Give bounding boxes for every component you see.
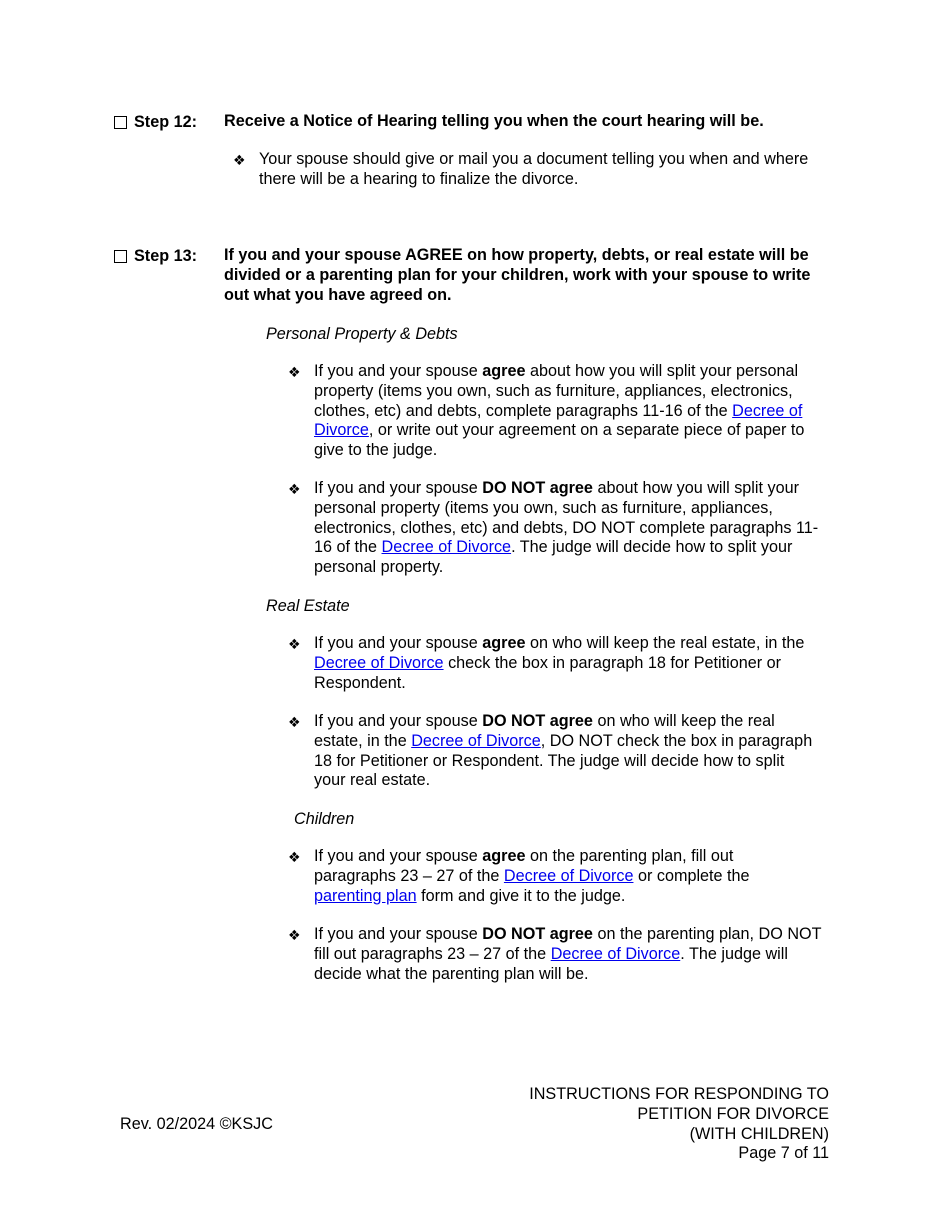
diamond-bullet-icon: ❖ [288,714,301,730]
bullet-ch-agree: If you and your spouse agree on the parenting plan, fill out paragraphs 23 – 27 of the Decree of Divorce or complete the parenting plan form and give it to the judge. [314,847,750,905]
bullet-re-disagree: If you and your spouse DO NOT agree on who will keep the real estate, in the Decree of Divorce, DO NOT check the box in paragraph 18 for Petitioner or Respondent. The judge will decide how to split your real estate. [314,712,813,790]
bullet-pp-agree: If you and your spouse agree about how you will split your personal property (items you own, such as furniture, appliances, electronics, clothes, etc) and debts, complete paragraphs 11-16 of the Decree of Divorce, or write out your agreement on a separate piece of paper to give to the judge. [314,362,805,460]
footer-line-3: (WITH CHILDREN) [689,1124,829,1143]
decree-of-divorce-link[interactable]: Decree of Divorce [314,653,444,672]
footer-line-1: INSTRUCTIONS FOR RESPONDING TO [529,1085,829,1103]
section-real-estate: Real Estate [266,597,350,615]
footer-page-number: Page 7 of 11 [738,1144,829,1163]
decree-of-divorce-link[interactable]: Decree of Divorce [411,731,541,750]
decree-of-divorce-link[interactable]: Decree of Divorce [503,866,634,885]
step-12-bullet-text: Your spouse should give or mail you a document telling you when and where there will be a hearing to finalize the divorce. [259,150,809,188]
bullet-re-agree: If you and your spouse agree on who will keep the real estate, in the Decree of Divorce check the box in paragraph 18 for Petitioner or Respondent. [314,634,805,692]
section-children: Children [294,810,355,828]
diamond-bullet-icon: ❖ [288,481,301,497]
step-13-checkbox[interactable] [114,250,127,263]
parenting-plan-link[interactable]: parenting plan [314,886,417,905]
footer-line-2: PETITION FOR DIVORCE [637,1104,829,1123]
diamond-bullet-icon: ❖ [233,152,246,168]
step-12-label: Step 12: [134,113,197,131]
diamond-bullet-icon: ❖ [288,636,301,652]
decree-of-divorce-link[interactable]: Decree of Divorce [381,538,512,557]
decree-of-divorce-link[interactable]: Decree of Divorce [550,944,681,963]
diamond-bullet-icon: ❖ [288,849,301,865]
diamond-bullet-icon: ❖ [288,364,301,380]
step-12-checkbox[interactable] [114,116,127,129]
bullet-ch-disagree: If you and your spouse DO NOT agree on the parenting plan, DO NOT fill out paragraphs 23 – 27 of the Decree of Divorce. The judge will decide what the parenting plan will be. [314,925,822,983]
step-13-label: Step 13: [134,247,197,265]
decree-of-divorce-link[interactable]: Decree of Divorce [314,401,803,440]
section-personal-property: Personal Property & Debts [266,325,458,343]
diamond-bullet-icon: ❖ [288,927,301,943]
step-12-title: Receive a Notice of Hearing telling you when the court hearing will be. [224,112,764,130]
footer-title-block [489,1085,829,1164]
bullet-pp-disagree: If you and your spouse DO NOT agree about how you will split your personal property (items you own, such as furniture, appliances, electronics, clothes, etc) and debts, DO NOT complete paragraphs 11-16 of the Decree of Divorce. The judge will decide how to split your personal property. [314,479,819,577]
step-13-title: If you and your spouse AGREE on how property, debts, or real estate will be divided or a parenting plan for your children, work with your spouse to write out what you have agreed on. [224,246,811,304]
footer-revision: Rev. 02/2024 ©KSJC [120,1115,273,1133]
